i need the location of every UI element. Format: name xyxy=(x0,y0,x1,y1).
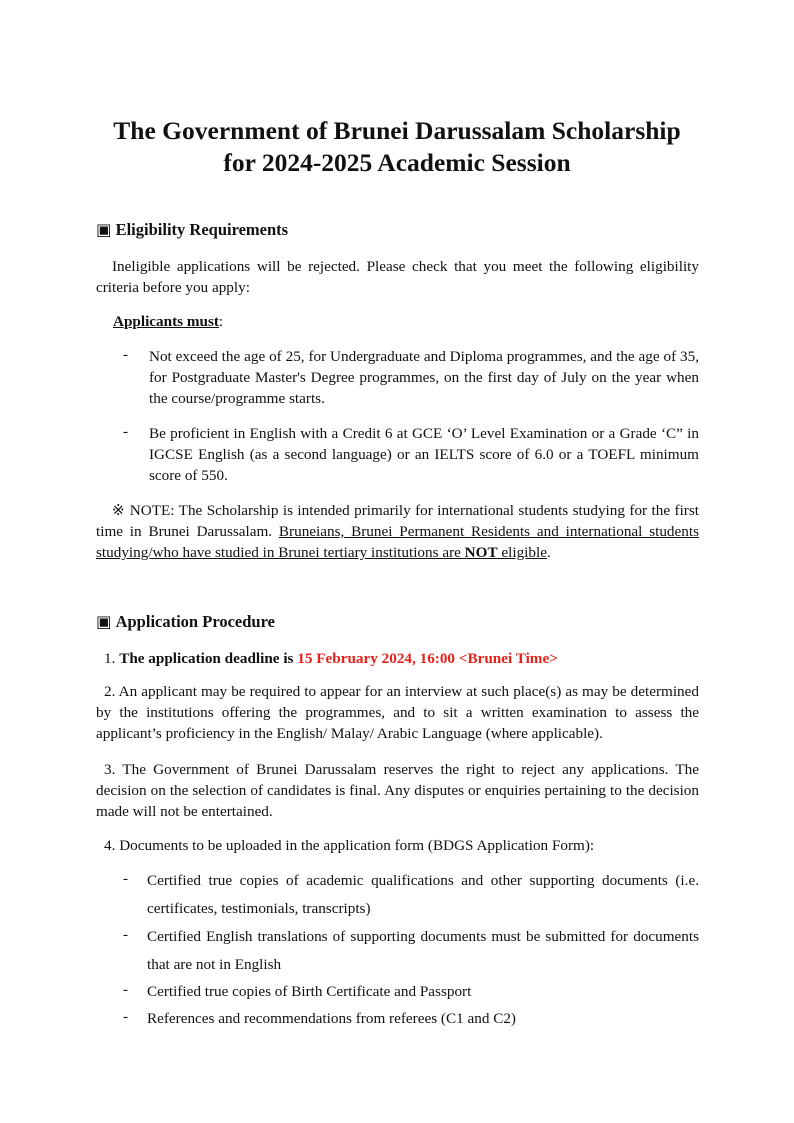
applicants-must-colon: : xyxy=(218,313,224,330)
eligibility-item-1 xyxy=(123,346,699,410)
applicants-must-text: Applicants must xyxy=(113,313,219,330)
eligibility-heading-text: Eligibility Requirements xyxy=(115,220,289,239)
document-item xyxy=(123,981,699,1005)
box-icon: ▣ xyxy=(96,612,112,631)
document-item-text: Certified true copies of academic qualifications and other supporting documents (i.e. certificates, testimonials, transcripts) xyxy=(147,872,699,917)
note-underlined-2: eligible xyxy=(497,544,547,561)
eligibility-note xyxy=(96,500,699,563)
eligibility-item-text: Not exceed the age of 25, for Undergraduate and Diploma programmes, and the age of 35, for Postgraduate Master's Degree programmes, on the first day of July on the year when the course/programme starts. xyxy=(149,348,699,407)
bullet-dash: - xyxy=(123,926,129,943)
note-underlined-1: Bruneians, Brunei Permanent Residents and international students studying/who have studied in Brunei tertiary institutions are xyxy=(96,523,699,561)
document-item-text: References and recommendations from referees (C1 and C2) xyxy=(147,1010,516,1027)
deadline-value: 15 February 2024, 16:00 <Brunei Time> xyxy=(297,650,558,667)
note-bold-not: NOT xyxy=(464,544,498,561)
procedure-item-4: 4. Documents to be uploaded in the application form (BDGS Application Form): xyxy=(104,837,595,854)
title-line-2: for 2024-2025 Academic Session xyxy=(223,148,571,177)
document-item xyxy=(123,870,699,926)
document-item xyxy=(123,926,699,982)
document-item xyxy=(123,1008,699,1032)
eligibility-item-text: Be proficient in English with a Credit 6 at GCE ‘O’ Level Examination or a Grade ‘C” in IGCSE English (as a second language) or an IELTS score of 6.0 or a TOEFL minimum score of 550. xyxy=(149,425,699,484)
procedure-item-2: 2. An applicant may be required to appear for an interview at such place(s) as may be determined by the institutions offering the programmes, and to sit a written examination to assess the applicant’s proficiency in the English/ Malay/ Arabic Language (where applicable). xyxy=(96,683,699,742)
document-item-text: Certified English translations of supporting documents must be submitted for documents that are not in English xyxy=(147,928,699,973)
eligibility-heading xyxy=(96,220,288,240)
eligibility-item-2 xyxy=(123,423,699,487)
bullet-dash: - xyxy=(123,870,129,887)
box-icon: ▣ xyxy=(96,220,112,239)
bullet-dash: - xyxy=(123,1008,129,1025)
note-text: ※ NOTE: The Scholarship is intended primarily for international students studying for the first time in Brunei Darussalam. xyxy=(96,502,699,540)
title-line-1: The Government of Brunei Darussalam Scholarship xyxy=(113,116,681,145)
item-number: 1. xyxy=(104,650,120,667)
bullet-dash: - xyxy=(123,981,129,998)
procedure-heading-text: Application Procedure xyxy=(115,612,275,631)
procedure-heading xyxy=(96,612,275,632)
page-title xyxy=(0,115,794,179)
procedure-item-3: 3. The Government of Brunei Darussalam reserves the right to reject any applications. The decision on the selection of candidates is final. Any disputes or enquiries pertaining to the decision made will not be entertained. xyxy=(96,761,699,820)
note-end: . xyxy=(546,544,551,561)
applicants-must-label xyxy=(113,311,413,332)
bullet-dash: - xyxy=(123,346,129,363)
bullet-dash: - xyxy=(123,423,129,440)
eligibility-intro: Ineligible applications will be rejected. Please check that you meet the following eligibility criteria before you apply: xyxy=(96,258,699,296)
deadline-label: The application deadline is xyxy=(119,650,298,667)
document-item-text: Certified true copies of Birth Certificate and Passport xyxy=(147,983,472,1000)
procedure-item-1 xyxy=(104,648,699,669)
